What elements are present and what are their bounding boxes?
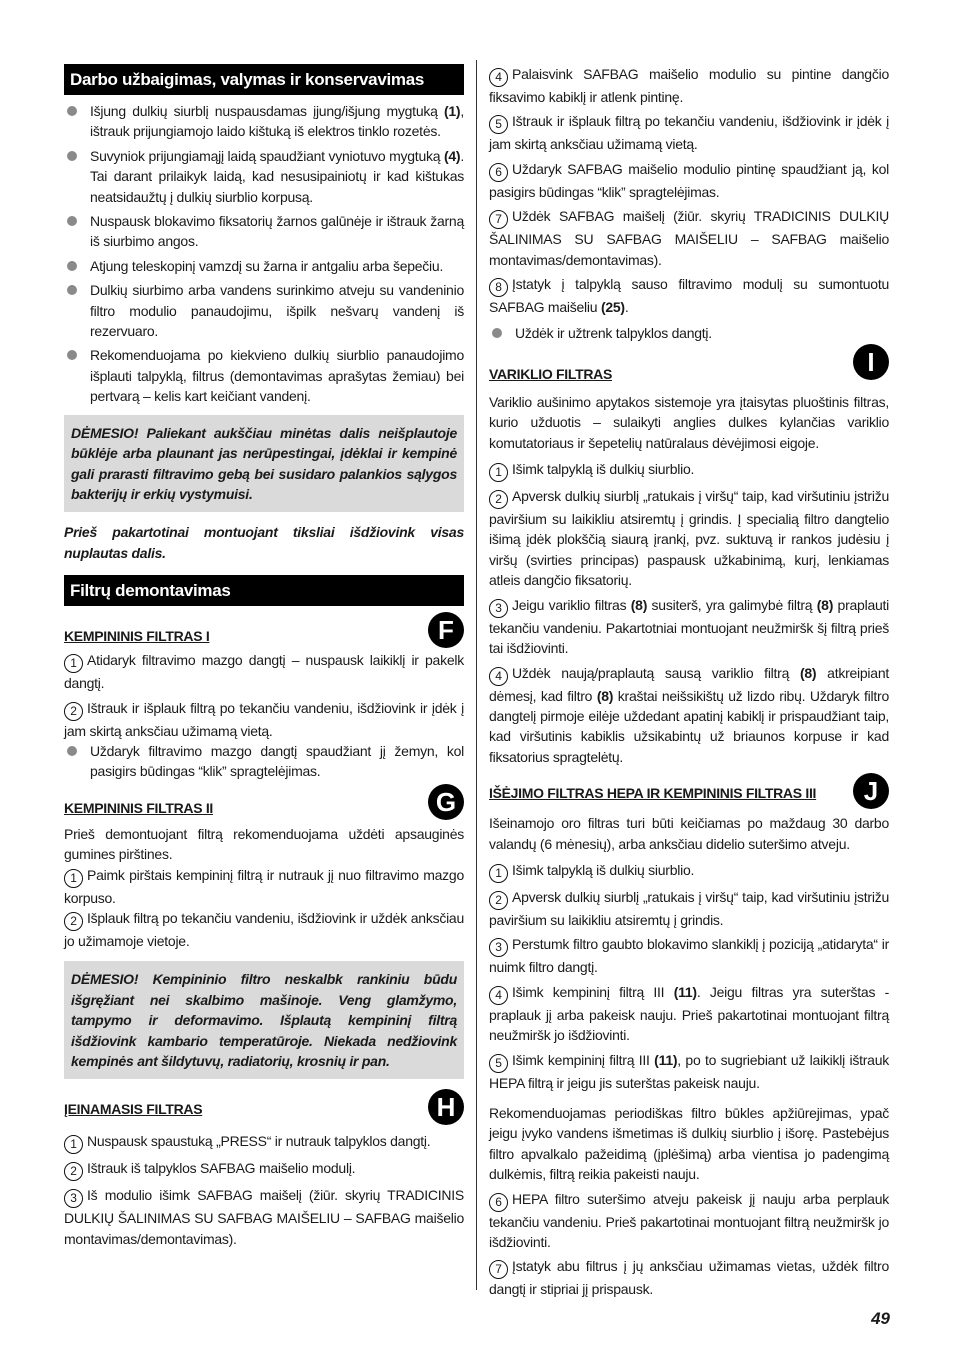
hepa-intro: Išeinamojo oro filtras turi būti keičiamas po maždaug 30 darbo valandų (6 mėnesių), arba anksčiau didelio suteršimo atveju. bbox=[489, 815, 889, 852]
cleaning-bullet-item: Nuspausk blokavimo fiksatorių žarnos galūnėje ir ištrauk žarną iš siurbimo angos. bbox=[64, 211, 464, 252]
hepa-step-6: 6 HEPA filtro suteršimo atveju pakeisk jį nauju arba perplauk tekančiu vandeniu. Prieš pakartotinai montuojant filtrą neužmiršk jo išdžiovinti. bbox=[489, 1190, 889, 1250]
warning-box-2: DĖMESIO! Kempininio filtro neskalbk rankiniu būdu išgręžiant nei skalbimo mašinoje. Veng glamžymo, tampymo ir deformavimo. Išplautą kempininį filtrą išdžiovink kambario temperatūroje. Niekada nedžiovink kempinės ant šildytuvų, radiatorių, krosnių ir pan. bbox=[64, 961, 464, 1079]
letter-badge-f: F bbox=[428, 612, 464, 648]
filter-h-step-6: 6 Uždaryk SAFBAG maišelio modulio pintinę spaudžiant ją, kol pasigirs būdingas “klik” spragtelėjimas. bbox=[489, 160, 889, 200]
subsection-header-h bbox=[64, 1079, 464, 1123]
hepa-step-1: 1 Išimk talpyklą iš dulkių siurblio. bbox=[489, 860, 889, 883]
section-title-filters: Filtrų demontavimas bbox=[64, 575, 464, 606]
filter-f-step-1: 1 Atidaryk filtravimo mazgo dangtį – nuspausk laikiklį ir pakelk dangtį. bbox=[64, 652, 464, 692]
filter-h-bullet: Uždėk ir užtrenk talpyklos dangtį. bbox=[489, 323, 889, 343]
filter-h-step-3: 3 Iš modulio išimk SAFBAG maišelį (žiūr. skyrių TRADICINIS DULKIŲ ŠALINIMAS SU SAFBAG MAIŠELIU – SAFBAG maišelio montavimas/demontavimas). bbox=[64, 1187, 464, 1247]
hepa-step-4: 4 Išimk kempininį filtrą III (11). Jeigu filtras yra suterštas - praplauk jį arba pakeisk nauju. Prieš pakartotinai montuojant filtrą neužmiršk jo išdžiovinti. bbox=[489, 983, 889, 1044]
filter-g-step-1: 1 Paimk pirštais kempininį filtrą ir nutrauk jį nuo filtravimo mazgo korpuso. bbox=[64, 866, 464, 906]
page-number: 49 bbox=[871, 1309, 890, 1328]
filter-h-step-7: 7 Uždėk SAFBAG maišelį (žiūr. skyrių TRADICINIS DULKIŲ ŠALINIMAS SU SAFBAG MAIŠELIU – SAFBAG maišelio montavimas/demontavimas). bbox=[489, 208, 889, 268]
left-column bbox=[64, 64, 464, 1249]
subsection-title-j: IŠĖJIMO FILTRAS HEPA IR KEMPININIS FILTRAS III bbox=[489, 785, 817, 802]
filter-h-step-5: 5 Ištrauk ir išplauk filtrą po tekančiu vandeniu, išdžiovink ir įdėk į jam skirtą anksčiau užimamą vietą. bbox=[489, 113, 889, 153]
filter-f-bullet: Uždaryk filtravimo mazgo dangtį spaudžiant jį žemyn, kol pasigirs būdingas “klik” spragtelėjimas. bbox=[64, 741, 464, 782]
filter-g-intro: Prieš demontuojant filtrą rekomenduojama uždėti apsauginės gumines pirštines. bbox=[64, 825, 464, 863]
hepa-step-5: 5 Išimk kempininį filtrą III (11), po to sugriebiant už laikiklį ištrauk HEPA filtrą ir jeigu jis suterštas pakeisk nauju. bbox=[489, 1051, 889, 1091]
hepa-step-2: 2 Apversk dulkių siurblį „ratukais į viršų“ taip, kad viršutiniu įstrižu paviršium su laikikliu atsiremtų į grindis. bbox=[489, 888, 889, 928]
letter-badge-g: G bbox=[428, 784, 464, 820]
subsection-title-h: ĮEINAMASIS FILTRAS bbox=[64, 1101, 203, 1118]
subsection-title-g: KEMPININIS FILTRAS II bbox=[64, 799, 213, 816]
cleaning-bullet-list bbox=[64, 101, 464, 407]
filter-h-step-8: 8 Įstatyk į talpyklą sauso filtravimo modulį su sumontuotu SAFBAG maišeliu (25). bbox=[489, 276, 889, 316]
right-column bbox=[489, 64, 889, 1300]
letter-badge-i: I bbox=[853, 344, 889, 380]
hepa-step-3: 3 Perstumk filtro gaubto blokavimo slankiklį į poziciją „atidaryta“ ir nuimk filtro dangtį. bbox=[489, 936, 889, 976]
column-divider bbox=[476, 60, 477, 1290]
subsection-header-i bbox=[489, 344, 889, 384]
subsection-title-i: VARIKLIO FILTRAS bbox=[489, 365, 613, 382]
cleaning-bullet-item: Dulkių siurbimo arba vandens surinkimo atveju su vandeninio filtro modulio panaudojimu, išpilk nešvarų vandenį iš rezervuaro. bbox=[64, 280, 464, 341]
filter-h-step-2: 2 Ištrauk iš talpyklos SAFBAG maišelio modulį. bbox=[64, 1158, 464, 1181]
subsection-title-f: KEMPININIS FILTRAS I bbox=[64, 628, 210, 645]
letter-badge-j: J bbox=[853, 773, 889, 809]
hepa-inspection-paragraph: Rekomenduojamas periodiškas filtro būkles apžiūrejimas, ypač jeigu įvyko vandens išmetimas iš dulkių siurblio į išorę. Pastebėjus filtro apvalkalo pažeidimą (įplėšimą) arba vientisa jo padengimą dulkėmis, filtrą reikia pakeisti nauju. bbox=[489, 1104, 889, 1183]
section-title-cleaning: Darbo užbaigimas, valymas ir konservavimas bbox=[64, 64, 464, 95]
cleaning-bullet-item: Atjung teleskopinį vamzdį su žarna ir antgaliu arba šepečiu. bbox=[64, 256, 464, 276]
filter-f-step-2: 2 Ištrauk ir išplauk filtrą po tekančiu vandeniu, išdžiovink ir įdėk į jam skirtą anksčiau užimamą vietą. bbox=[64, 699, 464, 739]
filter-h-step-4: 4 Palaisvink SAFBAG maišelio modulio su pintine dangčio fiksavimo kabiklį ir atlenk pintinę. bbox=[489, 66, 889, 105]
subsection-header-f bbox=[64, 606, 464, 646]
filter-h-step-1: 1 Nuspausk spaustuką „PRESS“ ir nutrauk talpyklos dangtį. bbox=[64, 1131, 464, 1154]
motor-filter-step-4: 4 Uždėk naują/praplautą sausą variklio filtrą (8) atkreipiant dėmesį, kad filtro (8) kraštai neišsikištų už lizdo ribų. Uždaryk filtro dangtelį pirmoje eilėje uždedant apatinį kabiklį ir prispaudžiant taip, kad viršutinis kabiklis užsikabintų už briaunos korpuse ir kad fiksatorius spragtelėtų. bbox=[489, 664, 889, 765]
motor-filter-step-2: 2 Apversk dulkių siurblį „ratukais į viršų“ taip, kad viršutiniu įstrižu paviršium su laikikliu atsiremtų į grindis. Į specialią filtro dangtelio išimą įdėk plokščią siaurą įrankį, pvz. suktuvą ir rankos judėsiu į viršų (svirties principas) paspausk užkabinimą, kurį, lenkiamas atleis dangčio fiksatorių. bbox=[489, 488, 889, 589]
hepa-step-7: 7 Įstatyk abu filtrus į jų anksčiau užimamas vietas, uždėk filtro dangtį ir stipriai jį prispausk. bbox=[489, 1258, 889, 1298]
cleaning-bullet-item: Išjung dulkių siurblį nuspausdamas įjung/išjung mygtuką (1), ištrauk prijungiamojo laido kištuką iš elektros tinklo rozetės. bbox=[64, 101, 464, 142]
cleaning-bullet-item: Rekomenduojama po kiekvieno dulkių siurblio panaudojimo išplauti talpyklą, filtrus (demontavimas aprašytas žemiau) bei pertvarą – kelis kart keičiant vandenį. bbox=[64, 345, 464, 406]
filter-g-step-2: 2 Išplauk filtrą po tekančiu vandeniu, išdžiovink ir uždėk anksčiau jo užimamoje vietoje. bbox=[64, 909, 464, 949]
motor-filter-step-3: 3 Jeigu variklio filtras (8) susiterš, yra galimybė filtrą (8) praplauti tekančiu vandeniu. Pakartotniai montuojant neužmiršk šį filtrą prieš tai išdžiovinti. bbox=[489, 596, 890, 657]
subsection-header-g bbox=[64, 782, 464, 818]
warning-box-1: DĖMESIO! Paliekant aukščiau minėtas dalis neišplautoje būklėje arba plaunant jas nerūpestingai, įdėklai ir kempinė gali prarasti filtravimo gebą bei susidaro palankios sąlygos bakterijų ir erkių vystymuisi. bbox=[64, 415, 464, 513]
letter-badge-h: H bbox=[428, 1089, 464, 1125]
motor-filter-intro: Variklio aušinimo apytakos sistemoje yra įtaisytas pluoštinis filtras, kurio užduotis – sulaikyti anglies dulkes kylančias variklio komutatoriaus ir šepetelių natūralaus dėvėjimosi eigoje. bbox=[489, 393, 889, 451]
motor-filter-step-1: 1 Išimk talpyklą iš dulkių siurblio. bbox=[489, 459, 889, 482]
drying-note: Prieš pakartotinai montuojant tiksliai išdžiovink visas nuplautas dalis. bbox=[64, 524, 464, 561]
cleaning-bullet-item: Suvyniok prijungiamąjį laidą spaudžiant vyniotuvo mygtuką (4). Tai darant prilaikyk laidą, kad nesusipainiotų ir kad kištukas neatsidaužtų į dulkių siurblio korpusą. bbox=[64, 146, 464, 207]
subsection-header-j bbox=[489, 767, 889, 807]
